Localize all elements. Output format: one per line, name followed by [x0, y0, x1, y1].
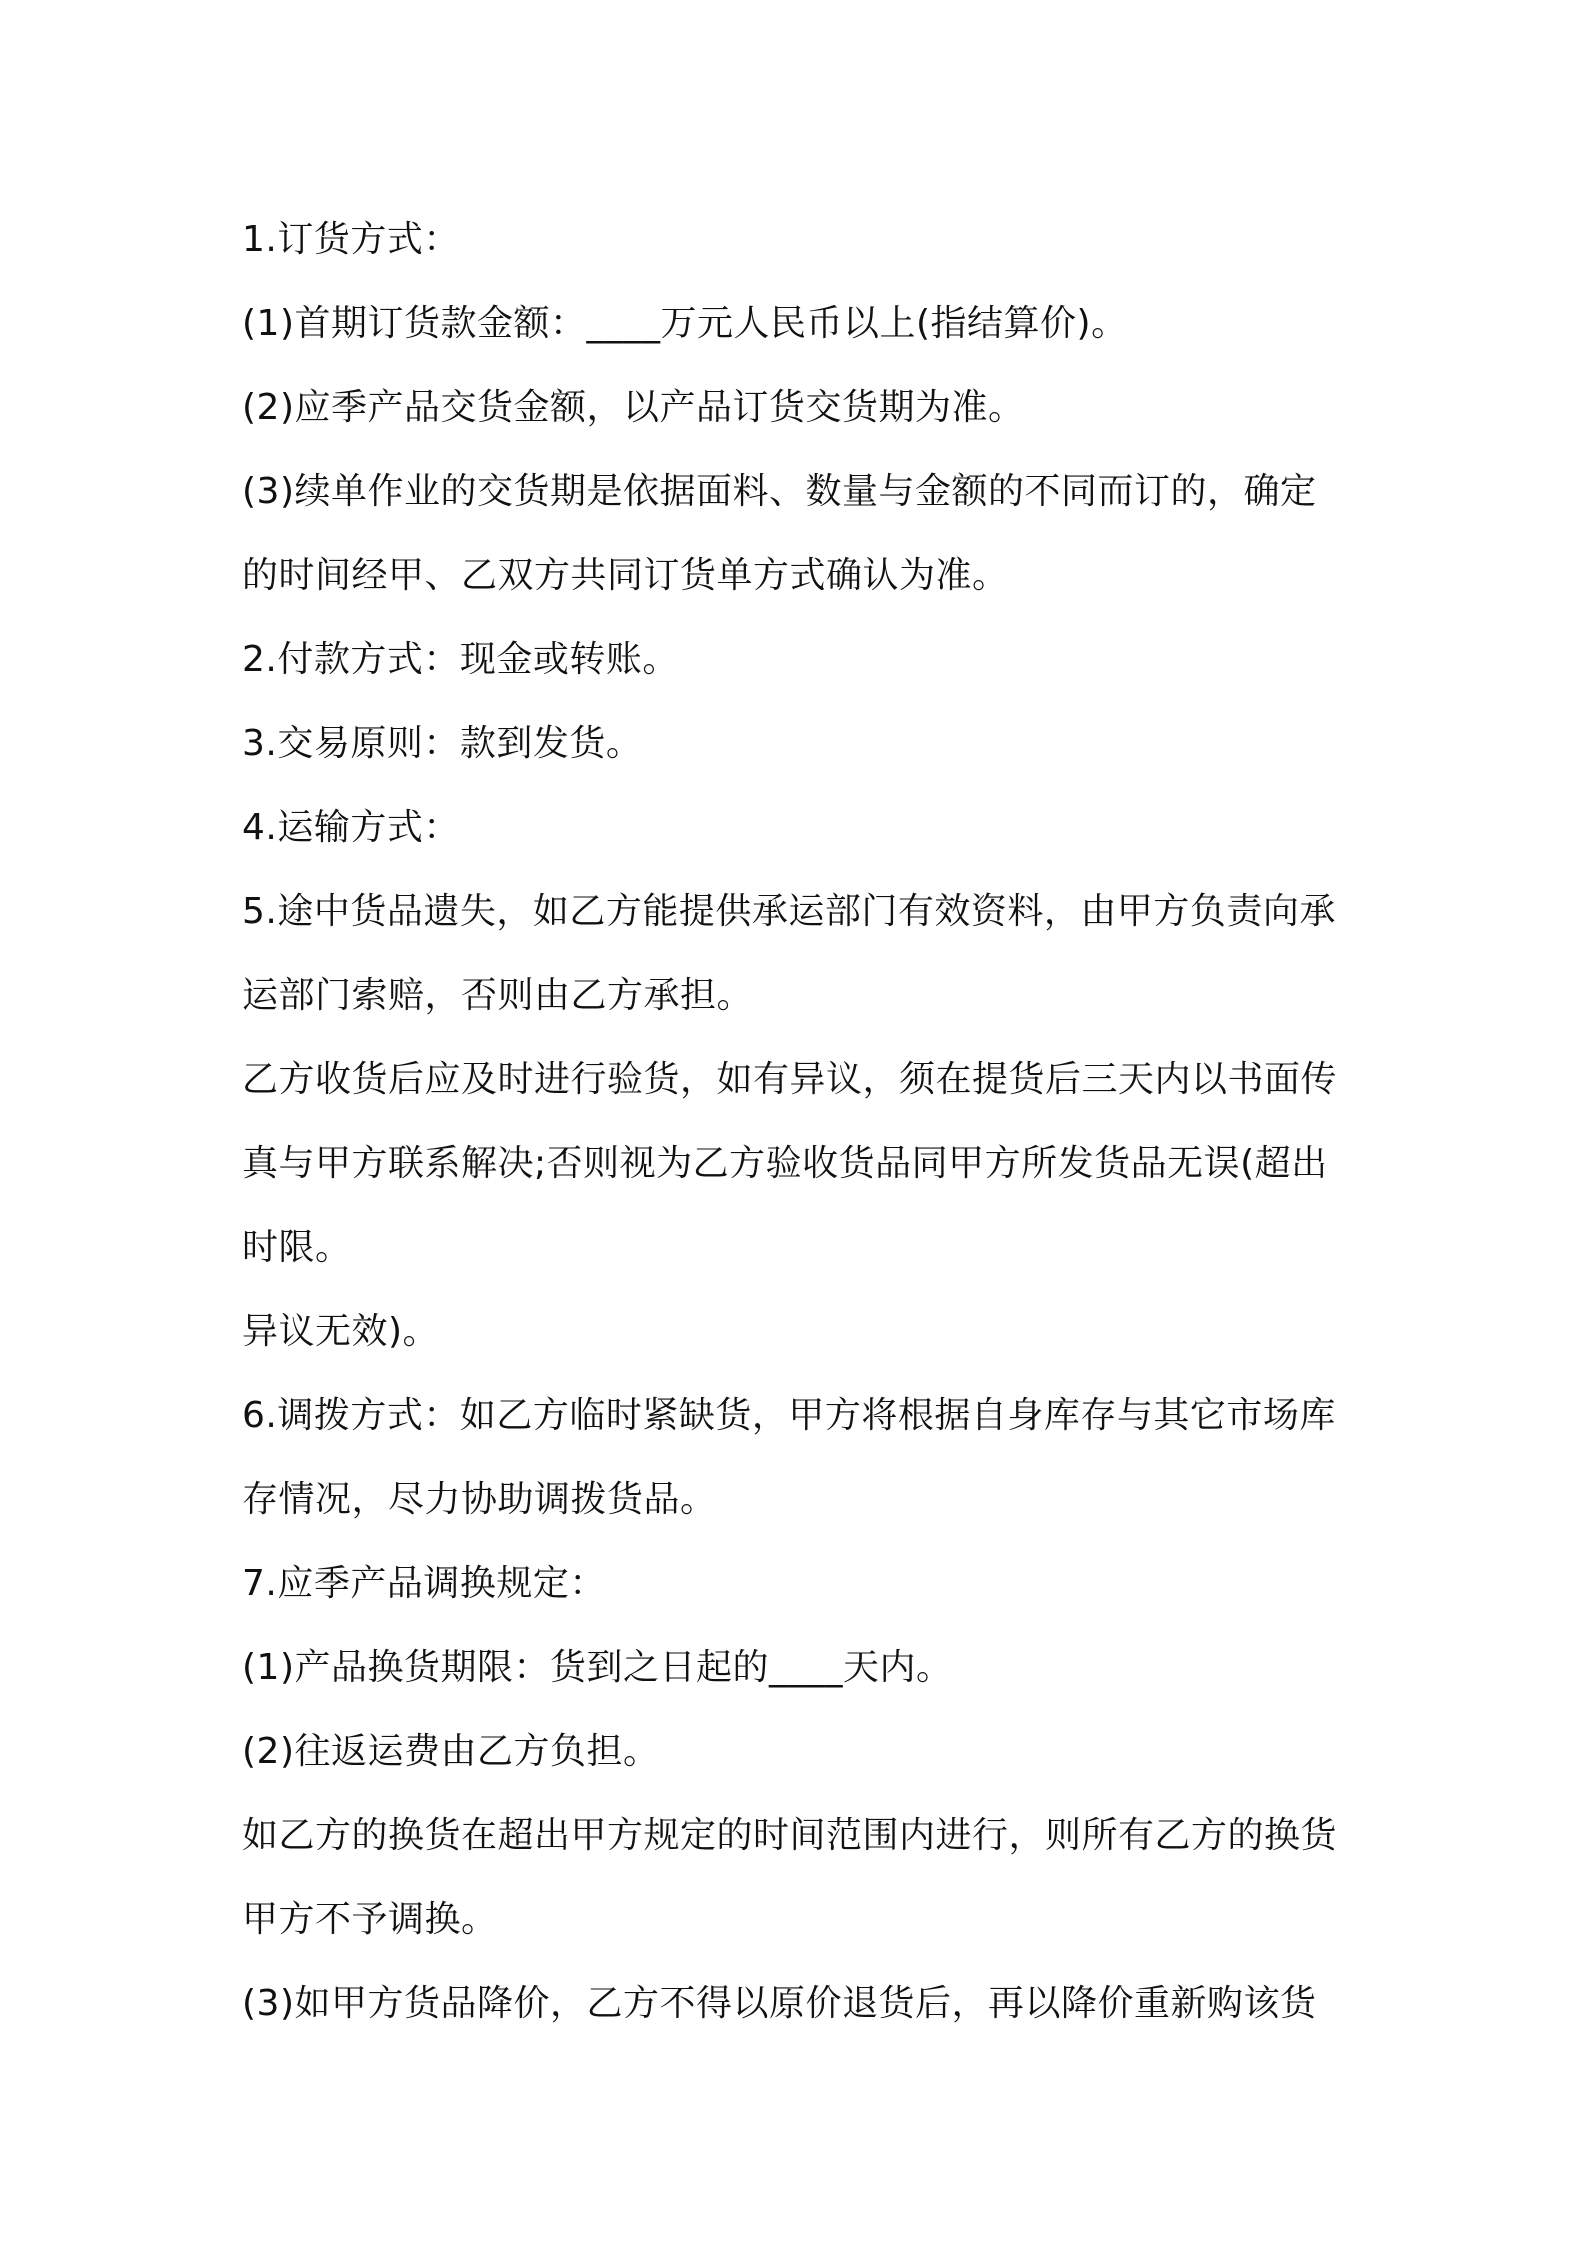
text-line: 6.调拨方式：如乙方临时紧缺货，甲方将根据自身库存与其它市场库 [242, 1395, 1336, 1436]
text-line: 如乙方的换货在超出甲方规定的时间范围内进行，则所有乙方的换货 [242, 1815, 1338, 1856]
text-line: 乙方收货后应及时进行验货，如有异议，须在提货后三天内以书面传 [242, 1059, 1338, 1100]
text-line: 运部门索赔，否则由乙方承担。 [242, 975, 754, 1016]
text-line: 异议无效)。 [242, 1311, 440, 1352]
text-line: (3)续单作业的交货期是依据面料、数量与金额的不同而订的，确定 [242, 471, 1317, 512]
text-line: 时限。 [242, 1227, 352, 1268]
document-body [242, 198, 1362, 2046]
text-line: 3.交易原则：款到发货。 [242, 723, 643, 764]
text-line: 4.运输方式： [242, 807, 460, 848]
text-line: (3)如甲方货品降价，乙方不得以原价退货后，再以降价重新购该货 [242, 1983, 1317, 2024]
text-line: (2)往返运费由乙方负担。 [242, 1731, 660, 1772]
text-line: 1.订货方式： [242, 219, 460, 260]
text-line: (1)首期订货款金额：____万元人民币以上(指结算价)。 [242, 303, 1128, 344]
text-line: 甲方不予调换。 [242, 1899, 498, 1940]
text-line: (1)产品换货期限：货到之日起的____天内。 [242, 1647, 953, 1688]
text-line: (2)应季产品交货金额，以产品订货交货期为准。 [242, 387, 1025, 428]
text-line: 的时间经甲、乙双方共同订货单方式确认为准。 [242, 555, 1009, 596]
text-line: 5.途中货品遗失，如乙方能提供承运部门有效资料，由甲方负责向承 [242, 891, 1336, 932]
text-line: 7.应季产品调换规定： [242, 1563, 606, 1604]
text-line: 存情况，尽力协助调拨货品。 [242, 1479, 717, 1520]
text-line: 真与甲方联系解决;否则视为乙方验收货品同甲方所发货品无误(超出 [242, 1143, 1328, 1184]
text-line: 2.付款方式：现金或转账。 [242, 639, 679, 680]
